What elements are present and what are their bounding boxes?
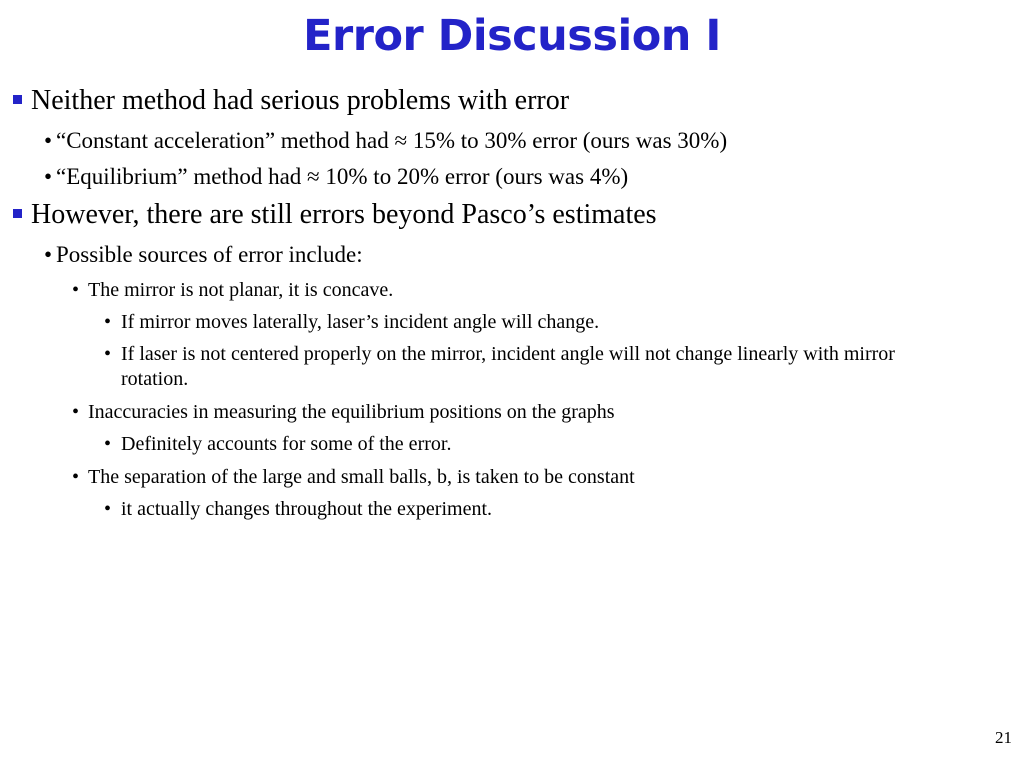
bullet-level2-item: [0, 126, 1024, 156]
bullet-text: it actually changes throughout the experiment.: [121, 498, 492, 520]
square-bullet-icon: [13, 95, 22, 104]
bullet-level2-item: [0, 240, 1024, 270]
bullet-dot-icon: •: [104, 433, 112, 455]
bullet-dot-icon: •: [72, 466, 80, 488]
bullet-dot-icon: •: [44, 242, 53, 267]
bullet-level2-item: [0, 162, 1024, 192]
bullet-level3-item: [0, 399, 1024, 425]
bullet-level1-item: [0, 198, 1024, 232]
bullet-text: However, there are still errors beyond Pasco’s estimates: [31, 199, 657, 230]
bullet-text: Definitely accounts for some of the error.: [121, 433, 452, 455]
bullet-text: If laser is not centered properly on the mirror, incident angle will not change linearly with mirror rotation.: [121, 343, 895, 390]
bullet-dot-icon: •: [72, 279, 80, 301]
bullet-level3-item: [0, 277, 1024, 303]
bullet-dot-icon: •: [44, 164, 53, 189]
bullet-dot-icon: •: [104, 498, 112, 520]
bullet-list: [0, 84, 1024, 522]
square-bullet-icon: [13, 209, 22, 218]
bullet-dot-icon: •: [104, 343, 112, 365]
bullet-level1-item: [0, 84, 1024, 118]
bullet-text: If mirror moves laterally, laser’s incident angle will change.: [121, 311, 600, 333]
bullet-text: Inaccuracies in measuring the equilibrium positions on the graphs: [88, 401, 615, 423]
bullet-level3-item: [0, 464, 1024, 490]
bullet-dot-icon: •: [44, 128, 53, 153]
bullet-text: The mirror is not planar, it is concave.: [88, 279, 394, 301]
bullet-level4-item: [0, 342, 921, 392]
page-number: 21: [995, 728, 1012, 747]
bullet-dot-icon: •: [104, 311, 112, 333]
bullet-level4-item: [0, 497, 921, 522]
bullet-text: “Equilibrium” method had ≈ 10% to 20% error (ours was 4%): [56, 164, 629, 189]
bullet-text: Possible sources of error include:: [56, 242, 363, 267]
slide-title: Error Discussion I: [303, 11, 721, 61]
bullet-text: Neither method had serious problems with error: [31, 85, 570, 116]
bullet-level4-item: [0, 432, 921, 457]
bullet-text: The separation of the large and small balls, b, is taken to be constant: [88, 466, 635, 488]
bullet-text: “Constant acceleration” method had ≈ 15% to 30% error (ours was 30%): [56, 128, 728, 153]
bullet-dot-icon: •: [72, 401, 80, 423]
bullet-level4-item: [0, 310, 921, 335]
